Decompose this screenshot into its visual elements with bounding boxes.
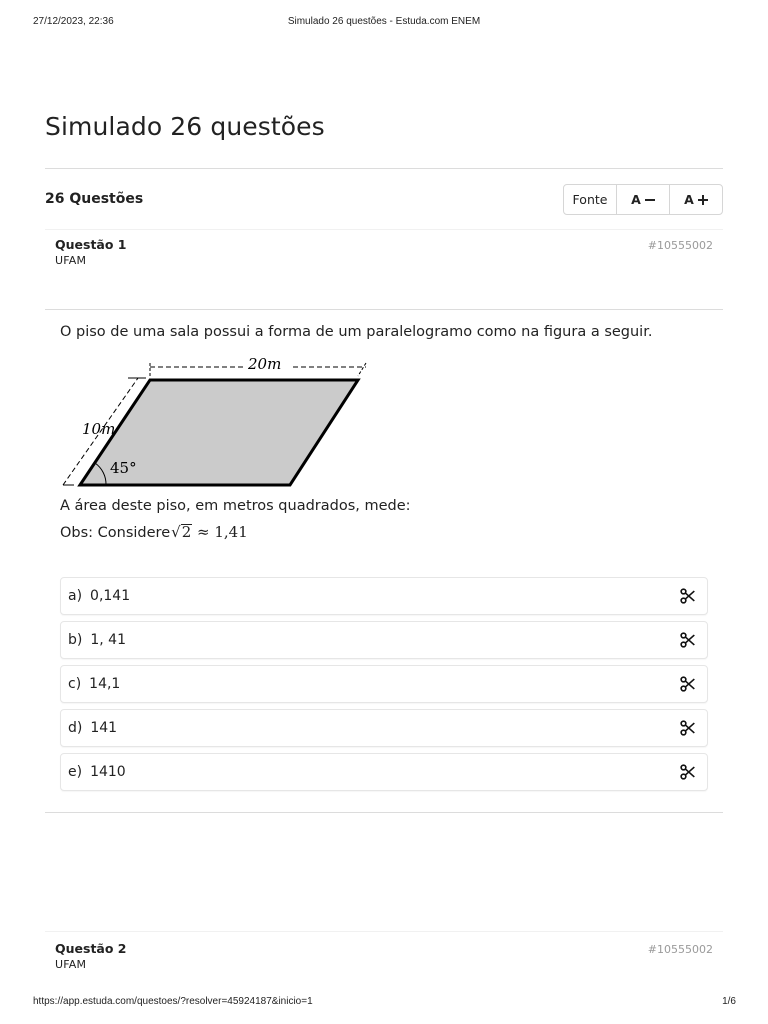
option-value: 1, 41: [90, 632, 126, 648]
option-letter: e): [68, 764, 83, 780]
top-length-label: 20m: [248, 355, 282, 373]
minus-icon: [645, 195, 655, 205]
sqrt-symbol: √: [171, 523, 181, 541]
font-decrease-label: A: [631, 192, 641, 207]
option-value: 0,141: [90, 588, 131, 604]
print-page-counter: 1/6: [722, 996, 736, 1007]
observation-prefix: Obs: Considere: [60, 525, 171, 541]
scissors-icon[interactable]: [679, 675, 697, 693]
print-url: https://app.estuda.com/questoes/?resolver=45924187&inicio=1: [33, 996, 313, 1007]
font-label: Fonte: [564, 185, 617, 214]
print-document-title: Simulado 26 questões - Estuda.com ENEM: [287, 16, 481, 27]
question-1-header: [55, 237, 715, 267]
option-letter: a): [68, 588, 83, 604]
print-datetime: 27/12/2023, 22:36: [33, 16, 114, 27]
option-value: 14,1: [89, 676, 121, 692]
page-title: Simulado 26 questões: [45, 112, 325, 141]
scissors-icon[interactable]: [679, 763, 697, 781]
title-divider: [45, 168, 723, 169]
scissors-icon[interactable]: [679, 719, 697, 737]
parallelogram-figure: [60, 353, 380, 489]
question-2-header: [55, 941, 715, 971]
print-header: [0, 16, 768, 30]
question-1-id: #10555002: [647, 239, 713, 252]
font-decrease-button[interactable]: [617, 185, 670, 214]
question-1-observation: [60, 523, 248, 541]
option-letter: b): [68, 632, 83, 648]
scissors-icon[interactable]: [679, 631, 697, 649]
font-increase-button[interactable]: [670, 185, 722, 214]
option-letter: d): [68, 720, 83, 736]
question-2-top-divider: [45, 931, 723, 932]
answer-options: [60, 577, 708, 797]
side-length-label: 10m: [82, 420, 116, 438]
question-1-bottom-divider: [45, 812, 723, 813]
question-1-source: UFAM: [55, 254, 87, 267]
font-increase-label: A: [684, 192, 694, 207]
question-1-top-divider: [45, 229, 723, 230]
option-e[interactable]: [60, 753, 708, 791]
font-size-control: [563, 184, 723, 215]
scissors-icon[interactable]: [679, 587, 697, 605]
option-letter: c): [68, 676, 82, 692]
question-2-id: #10555002: [647, 943, 713, 956]
question-2-source: UFAM: [55, 958, 87, 971]
sqrt-expression: [171, 523, 248, 541]
question-1-prompt: A área deste piso, em metros quadrados, mede:: [60, 498, 411, 514]
plus-icon: [698, 195, 708, 205]
question-1-header-divider: [45, 309, 723, 310]
option-d[interactable]: [60, 709, 708, 747]
questions-count: 26 Questões: [45, 191, 144, 207]
angle-label: 45°: [110, 459, 137, 477]
top-right-tick: [358, 363, 366, 376]
option-a[interactable]: [60, 577, 708, 615]
option-value: 141: [90, 720, 118, 736]
question-1-title: Questão 1: [55, 237, 127, 252]
question-1-stem: O piso de uma sala possui a forma de um paralelogramo como na figura a seguir.: [60, 324, 653, 340]
option-b[interactable]: [60, 621, 708, 659]
option-c[interactable]: [60, 665, 708, 703]
approx-value: ≈ 1,41: [197, 523, 248, 541]
sqrt-radicand: 2: [181, 523, 192, 541]
print-footer: [0, 996, 768, 1010]
option-value: 1410: [90, 764, 126, 780]
question-2-title: Questão 2: [55, 941, 127, 956]
